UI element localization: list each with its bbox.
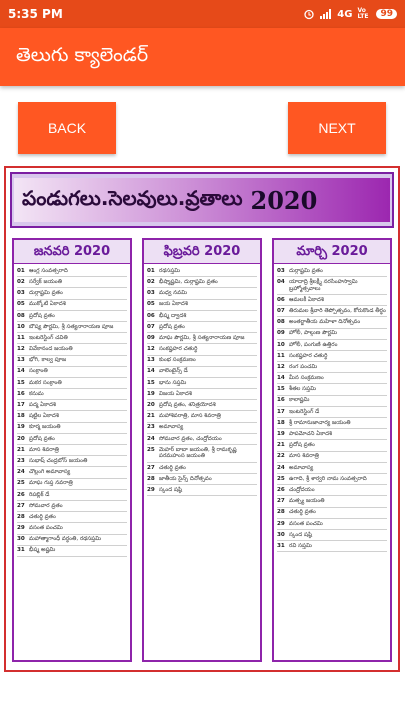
festival-name: మహాశివరాత్రి, మాస శివరాత్రి <box>159 413 221 420</box>
festival-name: వాలెంటైన్స్ డే <box>159 368 188 375</box>
festival-date: 15 <box>277 386 285 393</box>
festival-row <box>277 295 387 306</box>
festival-name: స్కంద షష్ఠి <box>159 486 182 493</box>
festival-row <box>17 288 127 299</box>
festival-date: 17 <box>277 408 285 415</box>
festival-name: భీష్మ అష్టమి <box>29 547 56 554</box>
festival-date: 28 <box>277 509 285 516</box>
festival-date: 15 <box>147 379 155 386</box>
festival-row <box>147 300 257 311</box>
festival-row <box>277 474 387 485</box>
festival-row <box>147 266 257 277</box>
festival-row <box>277 429 387 440</box>
festival-date: 06 <box>277 296 285 303</box>
festival-date: 10 <box>277 341 285 348</box>
festival-name: ప్రదోష వ్రతం <box>29 435 55 442</box>
month-title: మార్చి 2020 <box>274 240 390 264</box>
festival-date: 12 <box>147 346 155 353</box>
festival-name: పద్మ ఏకాదశి <box>29 402 56 409</box>
festival-date: 08 <box>17 312 25 319</box>
festival-name: తిరుమల శ్రీవారి తెప్పోత్సవం, కోరుకొండ తీర్థం <box>289 307 386 314</box>
festival-date: 27 <box>147 464 155 471</box>
festival-row <box>277 329 387 340</box>
festival-row <box>17 479 127 490</box>
festival-date: 19 <box>17 424 25 431</box>
app-title: తెలుగు క్యాలెండర్ <box>16 43 149 66</box>
festival-name: మాఘ గుప్త నవరాత్రి <box>29 480 73 487</box>
festival-name: సర్వేక్ జయంతి <box>29 278 62 285</box>
festival-name: మహాత్మాగాంధీ వర్ధంతి, రథసప్తమి <box>29 536 102 543</box>
festival-row <box>147 333 257 344</box>
festival-date: 25 <box>17 480 25 487</box>
festival-name: షట్టిల ఏకాదశి <box>29 413 59 420</box>
festival-name: మధ్వ నవమి <box>159 290 187 297</box>
month-column <box>272 238 392 662</box>
month-title: ఫిబ్రవరి 2020 <box>144 240 260 264</box>
festival-date: 23 <box>17 457 25 464</box>
festival-row <box>147 463 257 474</box>
festival-row <box>17 322 127 333</box>
festival-date: 03 <box>17 290 25 297</box>
festival-date: 29 <box>147 486 155 493</box>
festival-name: ప్రదోష వ్రతం <box>159 323 185 330</box>
festival-row <box>17 333 127 344</box>
festival-name: మీన సంక్రమణం <box>289 375 324 382</box>
festival-date: 24 <box>277 464 285 471</box>
festival-row <box>17 367 127 378</box>
festival-row <box>17 400 127 411</box>
festival-date: 15 <box>17 379 25 386</box>
festival-name: ప్రదోష వ్రతం <box>29 312 55 319</box>
festival-name: భాను సప్తమి <box>159 379 187 386</box>
festival-name: మకర సంక్రాంతి <box>29 379 62 386</box>
next-button[interactable]: NEXT <box>288 102 386 154</box>
festival-row <box>147 356 257 367</box>
festival-row <box>277 496 387 507</box>
festival-row <box>277 519 387 530</box>
festival-name: చతుర్థి వ్రతం <box>29 513 56 520</box>
festival-date: 14 <box>147 368 155 375</box>
festival-row <box>17 523 127 534</box>
festival-row <box>277 362 387 373</box>
festival-row <box>147 434 257 445</box>
festival-row <box>17 356 127 367</box>
festival-name: మెహర్ బాబా జయంతి, శ్రీ రామకృష్ణ పరమహంస జయంతి <box>159 446 237 460</box>
festival-name: సంకష్టహర చతుర్థి <box>289 352 328 359</box>
festival-name: వసంత పంచమి <box>29 525 63 532</box>
festival-name: ముక్కోటి ఏకాదశి <box>29 301 66 308</box>
festival-date: 05 <box>17 301 25 308</box>
festival-date: 07 <box>147 323 155 330</box>
festival-row <box>277 266 387 277</box>
festival-row <box>277 508 387 519</box>
festival-name: ఇంటరెస్టింగ్ చవితి <box>29 334 68 341</box>
festival-name: ప్రదోష వ్రతం <box>289 442 315 449</box>
festival-row <box>17 512 127 523</box>
festival-date: 21 <box>147 413 155 420</box>
festival-row <box>277 340 387 351</box>
festival-date: 11 <box>277 352 285 359</box>
festival-date: 01 <box>147 267 155 274</box>
volte-label: Vo LTE <box>357 7 369 20</box>
festival-name: భీష్మ ద్వాదశి <box>159 312 187 319</box>
festival-date: 29 <box>277 520 285 527</box>
festival-date: 21 <box>277 442 285 449</box>
festival-date: 25 <box>147 446 155 453</box>
festival-row <box>17 467 127 478</box>
festival-row <box>17 378 127 389</box>
festival-date: 08 <box>277 319 285 326</box>
festival-date: 14 <box>17 368 25 375</box>
month-column <box>142 238 262 662</box>
festival-name: సుభాష్ చంద్రబోస్ జయంతి <box>29 457 88 464</box>
app-bar <box>0 28 405 86</box>
festival-row <box>147 288 257 299</box>
festival-row <box>17 344 127 355</box>
festival-date: 01 <box>17 267 25 274</box>
festival-name: రవి సప్తమి <box>289 542 312 549</box>
festival-row <box>17 434 127 445</box>
festival-name: ప్రదోష వ్రతం, శనిత్రయోదశి <box>159 402 216 409</box>
festival-date: 12 <box>277 363 285 370</box>
festival-name: మాస శివరాత్రి <box>29 446 59 453</box>
festival-date: 02 <box>147 278 155 285</box>
festival-date: 09 <box>147 334 155 341</box>
festival-name: విజయ ఏకాదశి <box>159 390 192 397</box>
festival-name: శ్రీ రామానుజాచార్య జయంతి <box>289 419 351 426</box>
festival-name: ఆమలకీ ఏకాదశి <box>289 296 324 303</box>
festival-date: 13 <box>17 357 25 364</box>
festival-row <box>17 445 127 456</box>
festival-banner <box>10 172 394 228</box>
festival-name: మత్స్య జయంతి <box>289 498 325 505</box>
festival-row <box>147 400 257 411</box>
festival-row <box>277 463 387 474</box>
festival-row <box>17 411 127 422</box>
festival-row <box>17 423 127 434</box>
festival-date: 20 <box>17 435 25 442</box>
festival-date: 26 <box>17 491 25 498</box>
festival-name: రథసప్తమి <box>159 267 181 274</box>
festival-row <box>147 277 257 288</box>
festival-date: 25 <box>277 475 285 482</box>
festival-name: యాదాద్రి శ్రీలక్ష్మీ నరసింహస్వామి బ్రహ్మోత్సవాలు <box>289 278 358 292</box>
festival-row <box>147 474 257 485</box>
festival-row <box>277 306 387 317</box>
status-time: 5:35 PM <box>8 7 63 21</box>
battery-icon: 99 <box>376 9 397 19</box>
festival-name: రిపబ్లిక్ డే <box>29 491 50 498</box>
festival-name: ఆంగ్ల సంవత్సరాది <box>29 267 68 274</box>
month-title: జనవరి 2020 <box>14 240 130 264</box>
festival-date: 18 <box>277 419 285 426</box>
festival-name: మాఘ పౌర్ణమి, శ్రీ సత్యనారాయణ పూజ <box>159 334 245 341</box>
festival-name: చంద్రోదయం <box>289 486 315 493</box>
festival-date: 27 <box>17 502 25 509</box>
festival-row <box>277 440 387 451</box>
festival-row <box>147 311 257 322</box>
festival-name: శీతల సప్తమి <box>289 386 316 393</box>
festival-name: భోగి, కాల్వ పూజ <box>29 357 67 364</box>
festival-row <box>17 546 127 557</box>
festival-date: 31 <box>17 547 25 554</box>
festival-name: జయ ఏకాదశి <box>159 301 188 308</box>
festival-row <box>277 530 387 541</box>
festival-row <box>147 423 257 434</box>
festival-name: కుంభ సంక్రమణం <box>159 357 196 364</box>
festival-row <box>17 490 127 501</box>
festival-name: సంకష్టహర చతుర్థి <box>159 346 198 353</box>
festival-date: 27 <box>277 498 285 505</box>
festival-name: జాతీయ సైన్స్ దినోత్సవం <box>159 475 212 482</box>
festival-date: 07 <box>277 307 285 314</box>
festival-date: 26 <box>277 486 285 493</box>
alarm-icon <box>303 8 315 20</box>
festival-row <box>147 411 257 422</box>
festival-name: చొల్లంగి అమావాస్య <box>29 469 71 476</box>
signal-icon <box>320 9 332 19</box>
festival-name: మాస శివరాత్రి <box>289 453 319 460</box>
festival-name: స్కంద షష్ఠి <box>289 531 312 538</box>
festival-date: 10 <box>17 323 25 330</box>
festival-name: హోలీ, పాల్గుణ పౌర్ణమి <box>289 330 338 337</box>
festival-date: 19 <box>277 431 285 438</box>
festival-date: 24 <box>17 469 25 476</box>
festival-row <box>277 384 387 395</box>
festival-name: చతుర్థి వ్రతం <box>289 509 316 516</box>
festival-row <box>17 456 127 467</box>
festival-row <box>277 351 387 362</box>
festival-date: 28 <box>147 475 155 482</box>
status-bar <box>0 0 405 28</box>
festival-row <box>147 367 257 378</box>
festival-row <box>147 344 257 355</box>
festival-row <box>147 378 257 389</box>
festival-row <box>147 322 257 333</box>
festival-row <box>277 541 387 552</box>
festival-date: 14 <box>277 375 285 382</box>
festival-name: ఉగాది, శ్రీ శార్వరి నామ సంవత్సరాది <box>289 475 367 482</box>
festival-date: 02 <box>17 278 25 285</box>
festival-date: 22 <box>277 453 285 460</box>
festival-name: సోమవార వ్రతం, చంద్రోదయం <box>159 435 222 442</box>
festival-date: 05 <box>147 301 155 308</box>
festival-row <box>277 418 387 429</box>
festival-name: కాలాష్టమి <box>289 397 310 404</box>
calendar-page-image <box>4 166 400 672</box>
festival-name: భీష్మాష్టమి, దుర్గాష్టమి వ్రతం <box>159 278 218 285</box>
festival-date: 09 <box>277 330 285 337</box>
festival-row <box>17 311 127 322</box>
festival-date: 04 <box>277 278 285 285</box>
network-type: 4G <box>337 8 353 20</box>
festival-date: 03 <box>277 267 285 274</box>
festival-row <box>277 317 387 328</box>
festival-name: వసంత పంచమి <box>289 520 323 527</box>
festival-date: 12 <box>17 346 25 353</box>
festival-date: 21 <box>17 446 25 453</box>
festival-row <box>17 535 127 546</box>
festival-name: అంతర్జాతీయ మహిళా దినోత్సవం <box>289 319 361 326</box>
festival-row <box>17 277 127 288</box>
status-icons <box>303 8 397 20</box>
festival-name: హోలీ, పంగుణి ఉత్తిరం <box>289 341 338 348</box>
festival-date: 28 <box>17 513 25 520</box>
festival-date: 23 <box>147 424 155 431</box>
festival-date: 11 <box>17 334 25 341</box>
festival-name: వివేకానంద జయంతి <box>29 346 73 353</box>
festival-row <box>277 407 387 418</box>
festival-date: 20 <box>147 402 155 409</box>
festival-name: ఇంటరెస్టింగ్ డే <box>289 408 320 415</box>
festival-date: 29 <box>17 525 25 532</box>
festival-date: 17 <box>17 402 25 409</box>
festival-row <box>277 452 387 463</box>
festival-row <box>147 445 257 463</box>
banner-year: 2020 <box>250 185 318 215</box>
festival-date: 24 <box>147 435 155 442</box>
festival-row <box>147 389 257 400</box>
festival-row <box>147 485 257 496</box>
festival-row <box>17 501 127 512</box>
festival-name: అమావాస్య <box>289 464 314 471</box>
festival-name: సంక్రాంతి <box>29 368 48 375</box>
festival-date: 03 <box>147 290 155 297</box>
banner-title: పండుగలు.సెలవులు.వ్రతాలు <box>22 185 243 210</box>
festival-name: బౌష్య పౌర్ణమి, శ్రీ సత్యనారాయణ పూజ <box>29 323 114 330</box>
festival-date: 06 <box>147 312 155 319</box>
festival-name: రంగ పంచమి <box>289 363 318 370</box>
festival-row <box>277 373 387 384</box>
festival-row <box>277 277 387 295</box>
month-column <box>12 238 132 662</box>
festival-name: పాపమోచని ఏకాదశి <box>289 431 333 438</box>
festival-name: అమావాస్య <box>159 424 184 431</box>
festival-name: కనుమ <box>29 390 44 397</box>
festival-row <box>277 485 387 496</box>
festival-row <box>277 396 387 407</box>
festival-date: 13 <box>147 357 155 364</box>
festival-date: 16 <box>17 390 25 397</box>
back-button[interactable]: BACK <box>18 102 116 154</box>
festival-name: చతుర్థి వ్రతం <box>159 464 186 471</box>
festival-date: 19 <box>147 390 155 397</box>
festival-row <box>17 389 127 400</box>
festival-row <box>17 300 127 311</box>
festival-date: 16 <box>277 397 285 404</box>
festival-date: 18 <box>17 413 25 420</box>
festival-date: 30 <box>277 531 285 538</box>
festival-name: సోమవార వ్రతం <box>29 502 63 509</box>
festival-date: 30 <box>17 536 25 543</box>
festival-date: 31 <box>277 542 285 549</box>
festival-name: దుర్గాష్టమి వ్రతం <box>29 290 63 297</box>
festival-name: దుర్గాష్టమి వ్రతం <box>289 267 323 274</box>
festival-row <box>17 266 127 277</box>
festival-name: కూర్మ జయంతి <box>29 424 61 431</box>
